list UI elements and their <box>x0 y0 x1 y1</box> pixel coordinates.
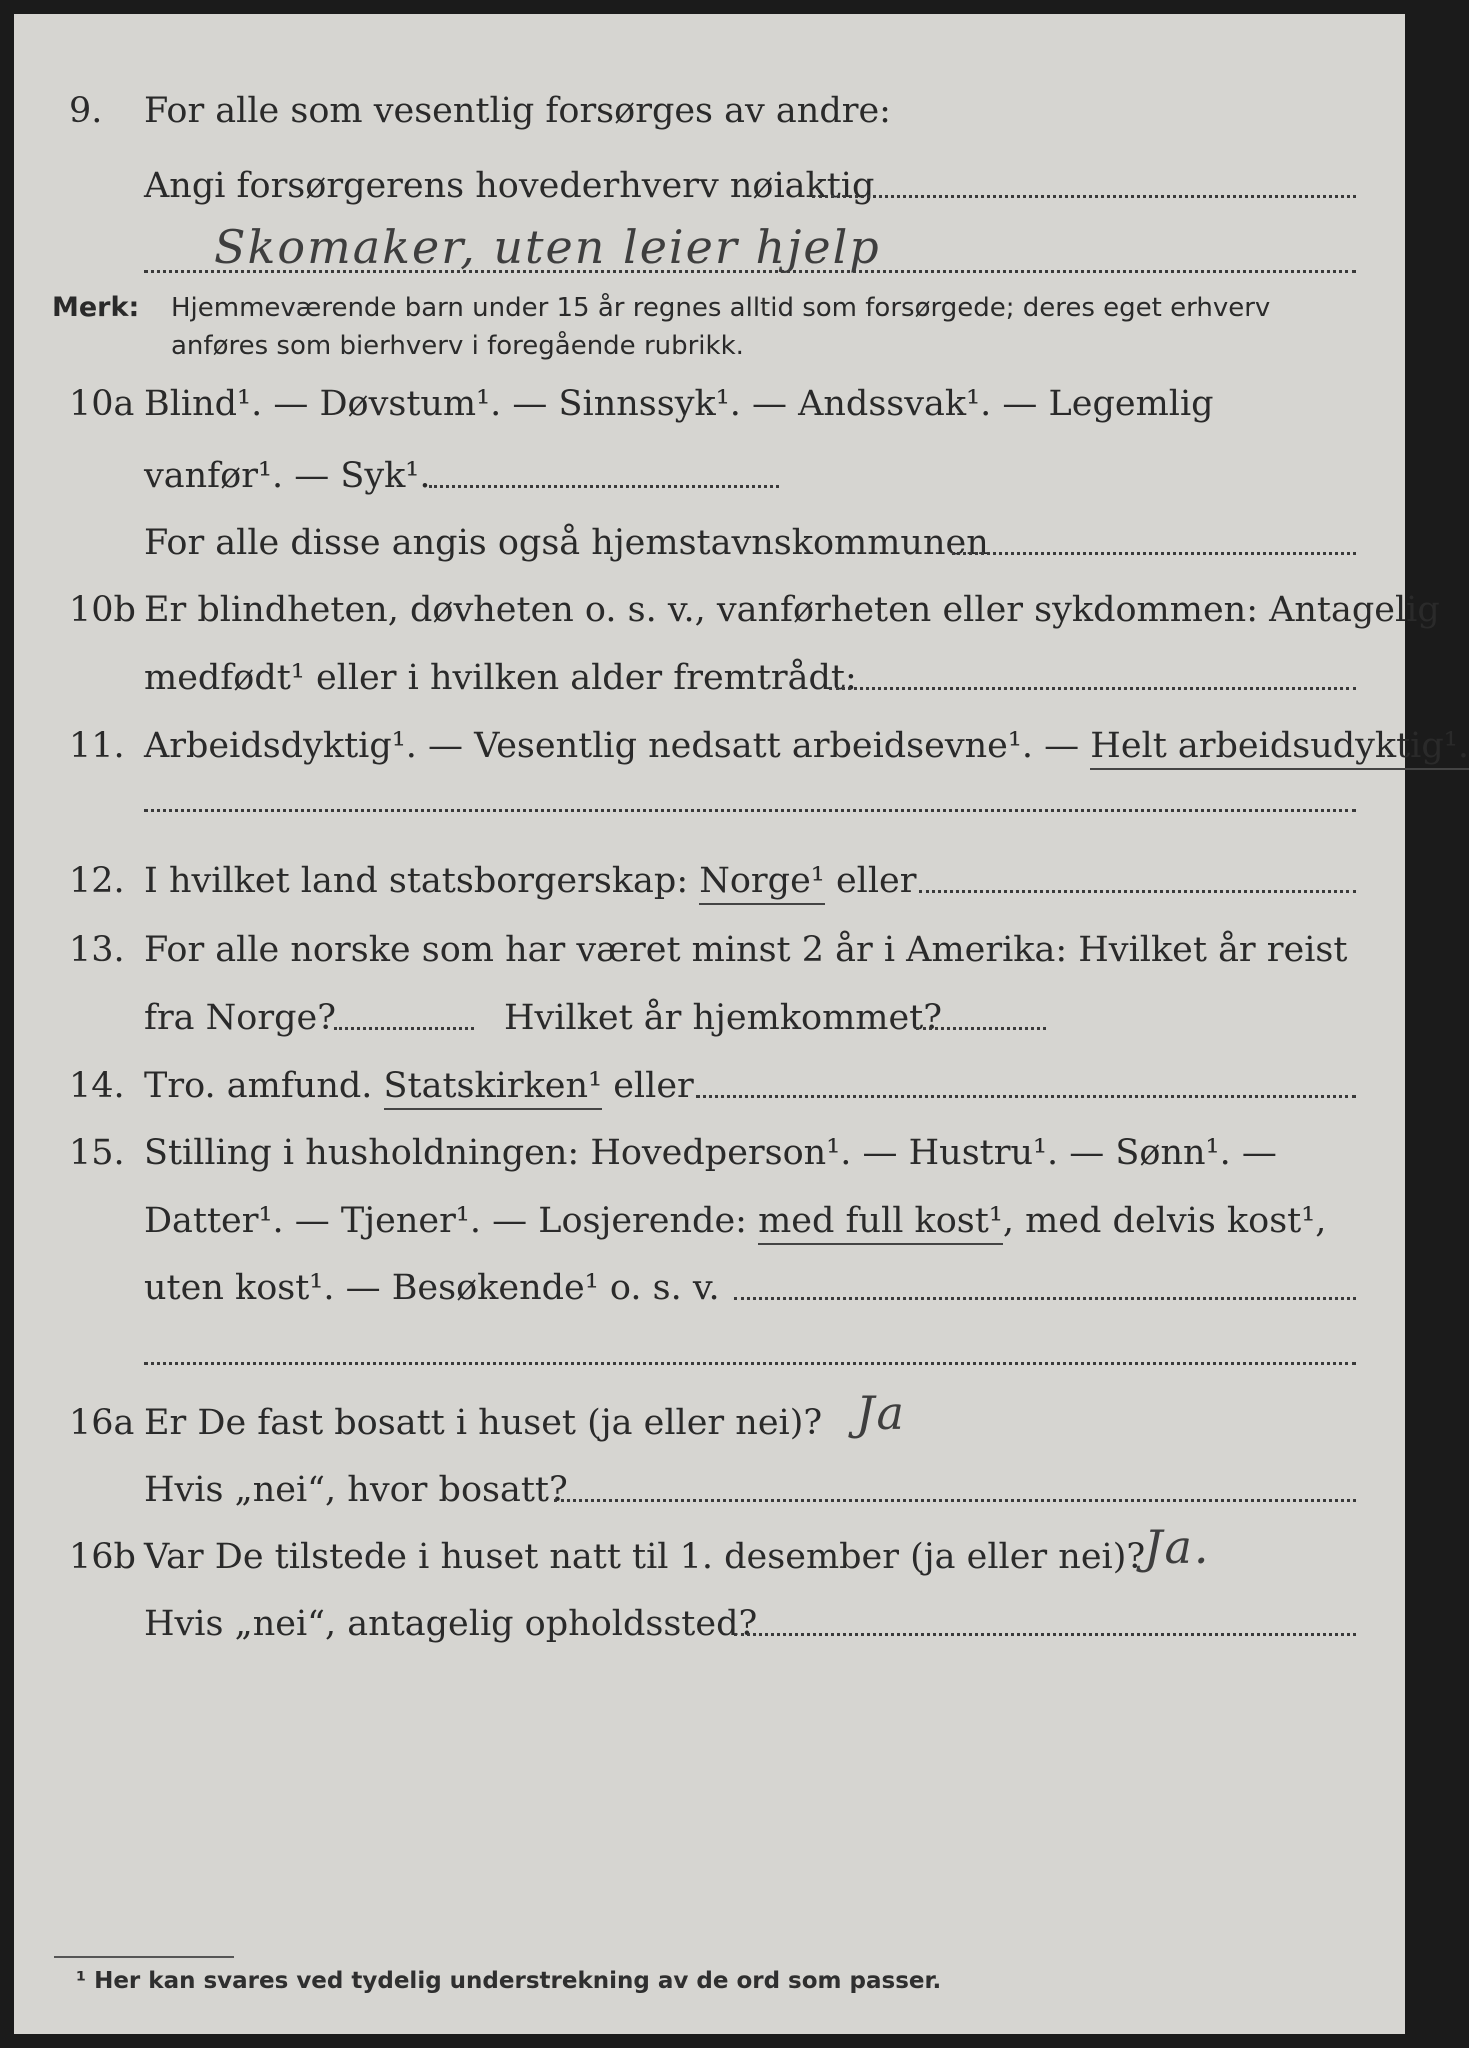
q13-reist: fra Norge? <box>144 998 336 1038</box>
q14-suffix: eller <box>602 1066 694 1106</box>
q15-number: 15. <box>69 1133 125 1173</box>
q12-prompt: I hvilket land statsborgerskap: <box>144 861 700 901</box>
merk-label: Merk: <box>52 292 140 323</box>
q9-dotted-line <box>812 195 1356 198</box>
q10a-number: 10a <box>69 384 135 424</box>
q16b-text: Var De tilstede i huset natt til 1. desember (ja eller nei)? <box>144 1537 1146 1577</box>
q10b-text-2: medfødt¹ eller i hvilken alder fremtrådt: <box>144 658 857 698</box>
q9-answer-line <box>144 270 1356 273</box>
q14-dotted-line <box>696 1095 1356 1098</box>
q16b-dotted-line <box>734 1633 1356 1636</box>
q15-selected-option: med full kost¹ <box>758 1201 1003 1245</box>
footnote: ¹ Her kan svares ved tydelig understrekning av de ord som passer. <box>76 1968 942 1994</box>
q12-dotted-line <box>919 890 1356 893</box>
q12-suffix: eller <box>824 861 917 901</box>
q15-extra-line <box>144 1362 1356 1365</box>
census-form-page: 9. For alle som vesentlig forsørges av andre: Angi forsørgerens hovederhverv nøiaktig Skomaker, uten leier hjelp Merk: Hjemmeværende barn under 15 år regnes alltid som forsørgede; deres eget erhverv anføres som bierhverv i foregående rubrikk. 10a Blind¹. — Døvstum¹. — Sinnssyk¹. — Andssvak¹. — Legemlig vanfør¹. — Syk¹. For alle disse angis også hjemstavnskommunen 10b Er blindheten, døvheten o. s. v., vanførheten eller sykdommen: Antagelig medfødt¹ eller i hvilken alder fremtrådt: 11. Arbeidsdyktig¹. — Vesentlig nedsatt arbeidsevne¹. — Helt arbeidsudyktig¹. 12. I hvilket land statsborgerskap: Norge¹ eller 13. For alle norske som har været minst 2 år i Amerika: Hvilket år reist fra Norge? Hvilket år hjemkommet? 14. Tro. amfund. Statskirken¹ eller 15. Stilling i husholdningen: Hovedperson¹. — Hustru¹. — Sønn¹. — Datter¹. — Tjener¹. — Losjerende: med full kost¹, med delvis kost¹, uten kost¹. — Besøkende¹ o. s. v. 16a Er De fast bosatt i huset (ja eller nei)? Ja Hvis „nei“, hvor bosatt? 16b Var De tilstede i huset natt til 1. desember (ja eller nei)? Ja. Hvis „nei“, antagelig opholdssted? ¹ Her kan svares ved tydelig understrekning av de ord som passer. <box>14 14 1405 2034</box>
q9-number: 9. <box>69 91 103 131</box>
q9-handwritten-answer: Skomaker, uten leier hjelp <box>214 220 881 274</box>
q10a-dotted-line <box>429 485 779 488</box>
q12-number: 12. <box>69 861 125 901</box>
q15-dotted-line <box>734 1297 1356 1300</box>
q10b-number: 10b <box>69 590 136 630</box>
q15-options: Datter¹. — Tjener¹. — Losjerende: <box>144 1201 759 1241</box>
q15-text-3: uten kost¹. — Besøkende¹ o. s. v. <box>144 1268 720 1308</box>
q13-hjemkommet-line <box>916 1027 1046 1030</box>
q11-dotted-line <box>144 809 1356 812</box>
q11-number: 11. <box>69 726 125 766</box>
q10a-hjemstavn-line <box>952 552 1356 555</box>
q10b-dotted-line <box>829 687 1356 690</box>
q15-options-2: , med delvis kost¹, <box>1002 1201 1327 1241</box>
q16b-number: 16b <box>69 1537 136 1577</box>
q10a-text-3: For alle disse angis også hjemstavnskommunen <box>144 523 989 563</box>
q11-options: Arbeidsdyktig¹. — Vesentlig nedsatt arbeidsevne¹. — <box>144 726 1091 766</box>
q12-selected-option: Norge¹ <box>699 861 825 905</box>
merk-text: Hjemmeværende barn under 15 år regnes alltid som forsørgede; deres eget erhverv anføres som bierhverv i foregående rubrikk. <box>171 293 1271 361</box>
q16b-text-2: Hvis „nei“, antagelig opholdssted? <box>144 1604 758 1644</box>
q13-hjemkommet: Hvilket år hjemkommet? <box>504 998 943 1038</box>
q14-prompt: Tro. amfund. <box>144 1066 384 1106</box>
q11-selected-option: Helt arbeidsudyktig¹. <box>1090 726 1469 770</box>
q16a-number: 16a <box>69 1403 135 1443</box>
q13-reist-line <box>334 1027 474 1030</box>
q16b-handwritten-answer: Ja. <box>1144 1520 1211 1574</box>
q16a-handwritten-answer: Ja <box>856 1386 906 1440</box>
q16a-dotted-line <box>554 1499 1356 1502</box>
q9-text: For alle som vesentlig forsørges av andre: <box>144 91 891 131</box>
q14-number: 14. <box>69 1066 125 1106</box>
q13-number: 13. <box>69 930 125 970</box>
q9-prompt: Angi forsørgerens hovederhverv nøiaktig <box>144 166 875 206</box>
footnote-rule <box>54 1956 234 1958</box>
q16a-text-2: Hvis „nei“, hvor bosatt? <box>144 1470 568 1510</box>
q16a-text: Er De fast bosatt i huset (ja eller nei)? <box>144 1403 823 1443</box>
q10a-text-2: vanfør¹. — Syk¹. <box>144 456 431 496</box>
q14-selected-option: Statskirken¹ <box>384 1066 603 1110</box>
